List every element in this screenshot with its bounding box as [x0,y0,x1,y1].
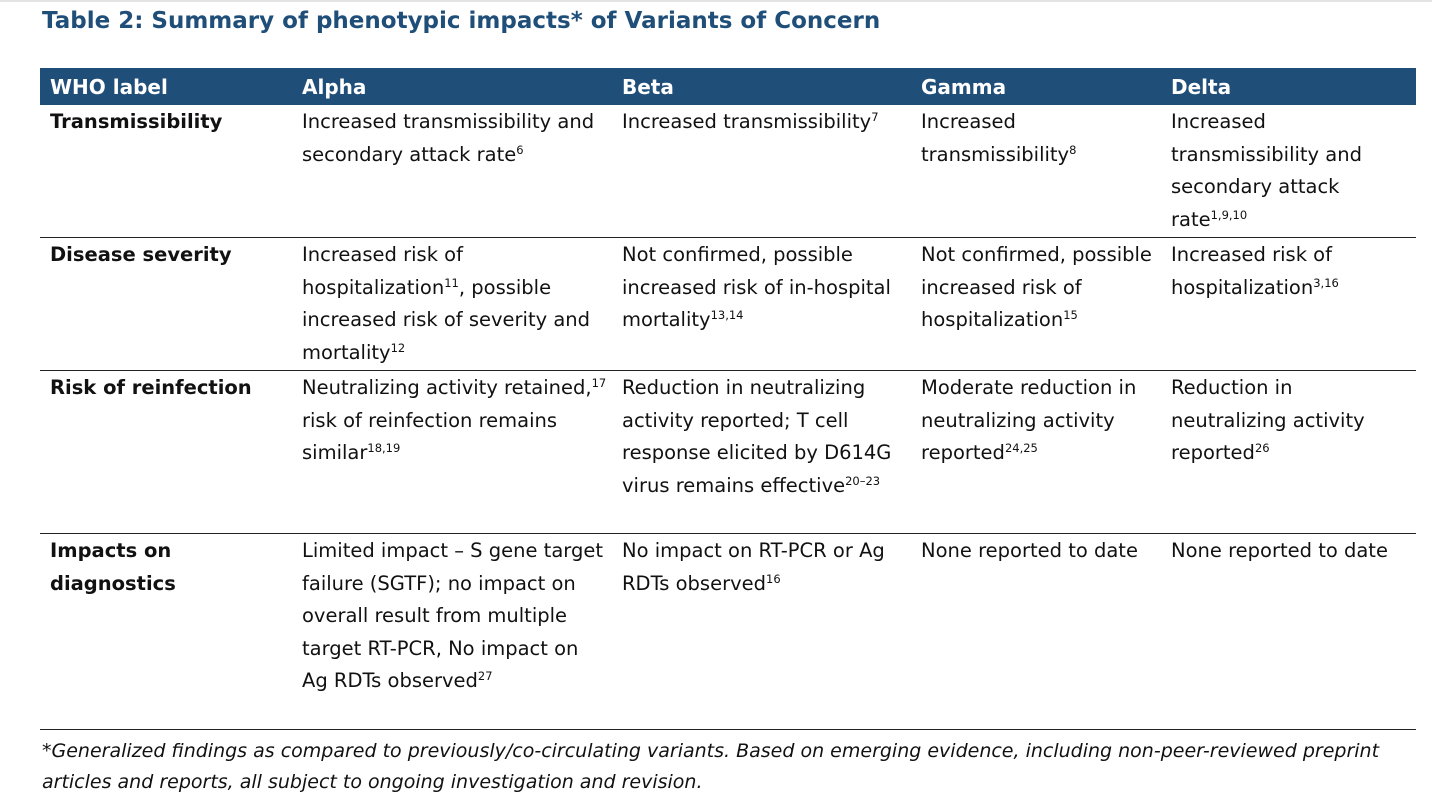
cell-text: No impact on RT-PCR or Ag RDTs observed [622,539,885,595]
cell-beta [613,105,912,238]
citation: 18,19 [367,441,401,455]
citation: 26 [1254,441,1270,455]
citation: 15 [1063,308,1078,322]
cell-delta [1162,534,1416,730]
row-label: Disease severity [40,238,293,371]
cell-text: Increased risk of hospitalization [1171,243,1332,299]
cell-text: Increased transmissibility [921,110,1070,166]
table-title: Table 2: Summary of phenotypic impacts* of Variants of Concern [42,8,881,34]
variants-table [40,68,1416,730]
cell-text: Not confirmed, possible increased risk of hospitalization [921,243,1152,331]
cell-delta [1162,371,1416,534]
cell-gamma [912,534,1162,730]
row-label: Risk of reinfection [40,371,293,534]
citation: 6 [516,142,524,157]
cell-beta [613,238,912,371]
cell-text: Increased transmissibility [622,110,872,133]
header-delta: Delta [1162,68,1416,105]
cell-alpha [293,371,613,534]
cell-text: Moderate reduction in neutralizing activity reported [921,376,1137,464]
cell-alpha [293,238,613,371]
cell-text: Limited impact – S gene target failure (SGTF); no impact on overall result from multiple target RT-PCR, No impact on Ag RDTs observed [302,539,603,692]
citation: 17 [591,376,607,390]
citation: 13,14 [710,308,744,322]
row-label: Impacts on diagnostics [40,534,293,730]
table-row-disease-severity [40,238,1416,371]
cell-text: None reported to date [1171,539,1388,562]
header-beta: Beta [613,68,912,105]
table-row-transmissibility [40,105,1416,238]
header-gamma: Gamma [912,68,1162,105]
citation: 7 [871,110,879,124]
table-row-impacts-on-diagnostics [40,534,1416,730]
header-alpha: Alpha [293,68,613,105]
citation: 8 [1069,142,1077,157]
cell-gamma [912,105,1162,238]
cell-text: Increased transmissibility and secondary attack rate [1171,110,1362,231]
header-who-label: WHO label [40,68,293,105]
table-footnote: *Generalized findings as compared to previously/co-circulating variants. Based on emerging evidence, including non-peer-reviewed preprint articles and reports, all subject to ongoing investigation and revision. [42,740,1380,793]
citation: 20–23 [845,473,881,488]
header-row [40,68,1416,105]
cell-gamma [912,371,1162,534]
cell-text: Reduction in neutralizing activity reported [1171,376,1365,464]
citation: 12 [390,340,406,355]
cell-delta [1162,105,1416,238]
cell-text: None reported to date [921,539,1138,562]
citation: 3,16 [1313,275,1339,290]
cell-beta [613,371,912,534]
citation: 27 [477,669,493,683]
citation: 1,9,10 [1210,207,1248,222]
cell-text: , possible increased risk of severity and mortality [302,275,591,364]
citation: 16 [766,571,781,586]
cell-beta [613,534,912,730]
citation: 24,25 [1004,441,1038,455]
cell-gamma [912,238,1162,371]
cell-alpha [293,105,613,238]
cell-text: Not confirmed, possible increased risk of in-hospital mortality [622,243,891,331]
cell-text: Neutralizing activity retained, [302,376,592,399]
cell-alpha [293,534,613,730]
top-border [0,0,1432,2]
cell-text: Increased transmissibility and secondary attack rate [302,110,595,166]
cell-text: Increased risk of hospitalization [302,243,463,299]
cell-text: risk of reinfection remains similar [302,408,558,464]
row-label: Transmissibility [40,105,293,238]
cell-delta [1162,238,1416,371]
cell-text: Reduction in neutralizing activity reported; T cell response elicited by D614G virus remains effective [622,376,892,497]
table-row-risk-of-reinfection [40,371,1416,534]
citation: 11 [444,275,459,290]
